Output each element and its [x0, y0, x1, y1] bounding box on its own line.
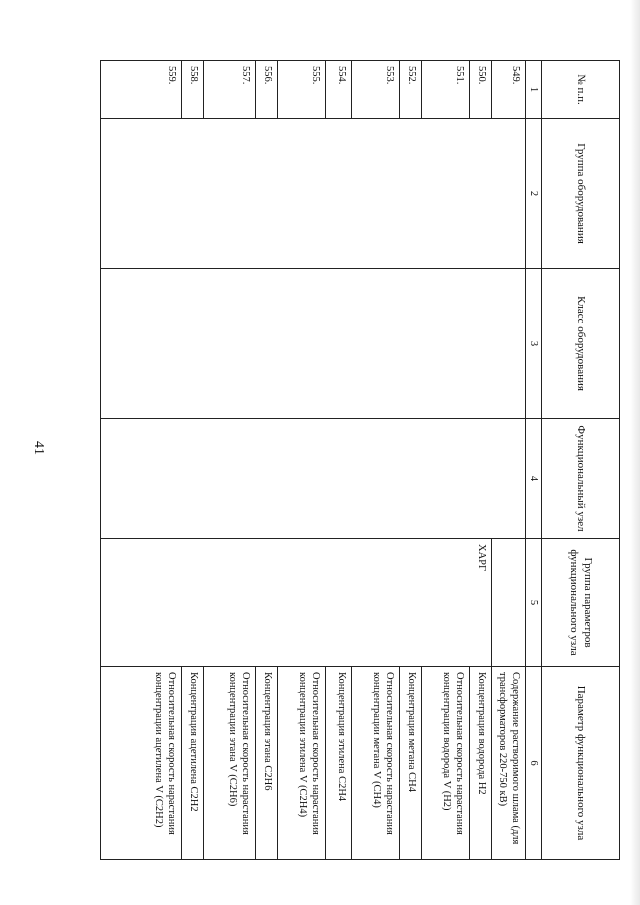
row-param: Содержание растворимого шлама (для трансформаторов 220-750 кВ): [491, 667, 525, 860]
column-number: 5: [525, 539, 541, 667]
row-param: Относительная скорость нарастания концентрации метана V (CH4): [351, 667, 399, 860]
row-num: 551.: [421, 61, 469, 119]
row-num: 556.: [255, 61, 277, 119]
parameters-table: [100, 60, 620, 860]
column-number: 1: [525, 61, 541, 119]
header-group: Группа оборудования: [542, 119, 620, 269]
table-header-row: [542, 61, 620, 860]
row-num: 553.: [351, 61, 399, 119]
page-number: 41: [31, 441, 46, 455]
row-class: [101, 269, 526, 419]
column-number: 6: [525, 667, 541, 860]
table-row: [491, 61, 525, 860]
row-num: 559.: [101, 61, 182, 119]
column-number: 2: [525, 119, 541, 269]
row-group: [101, 119, 526, 269]
row-param-group: ХАРГ: [101, 539, 492, 667]
rotated-table-wrapper: [100, 60, 620, 860]
row-num: 549.: [491, 61, 525, 119]
header-node: Функциональный узел: [542, 419, 620, 539]
row-param: Относительная скорость нарастания концентрации водорода V (H2): [421, 667, 469, 860]
row-param: Концентрация метана СН4: [399, 667, 421, 860]
column-number: 4: [525, 419, 541, 539]
row-param: Концентрация водорода Н2: [469, 667, 491, 860]
header-class: Класс оборудования: [542, 269, 620, 419]
row-num: 550.: [469, 61, 491, 119]
row-param: Концентрация этана С2Н6: [255, 667, 277, 860]
column-number-row: [525, 61, 541, 860]
row-param: Концентрация ацетилена С2Н2: [181, 667, 203, 860]
header-param-group: Группа параметров функционального узла: [542, 539, 620, 667]
row-param: Относительная скорость нарастания концентрации этана V (C2H6): [203, 667, 255, 860]
row-num: 555.: [277, 61, 325, 119]
scan-edge-shade: [630, 0, 640, 905]
row-node: [101, 419, 526, 539]
row-param: Относительная скорость нарастания концентрации ацетилена V (C2H2): [101, 667, 182, 860]
header-param: Параметр функционального узла: [542, 667, 620, 860]
row-num: 552.: [399, 61, 421, 119]
column-number: 3: [525, 269, 541, 419]
header-num: № п.п.: [542, 61, 620, 119]
row-num: 557.: [203, 61, 255, 119]
row-param: Относительная скорость нарастания концентрации этилена V (C2H4): [277, 667, 325, 860]
row-num: 554.: [325, 61, 351, 119]
row-param: Концентрация этилена С2Н4: [325, 667, 351, 860]
row-param-group: [491, 539, 525, 667]
row-num: 558.: [181, 61, 203, 119]
